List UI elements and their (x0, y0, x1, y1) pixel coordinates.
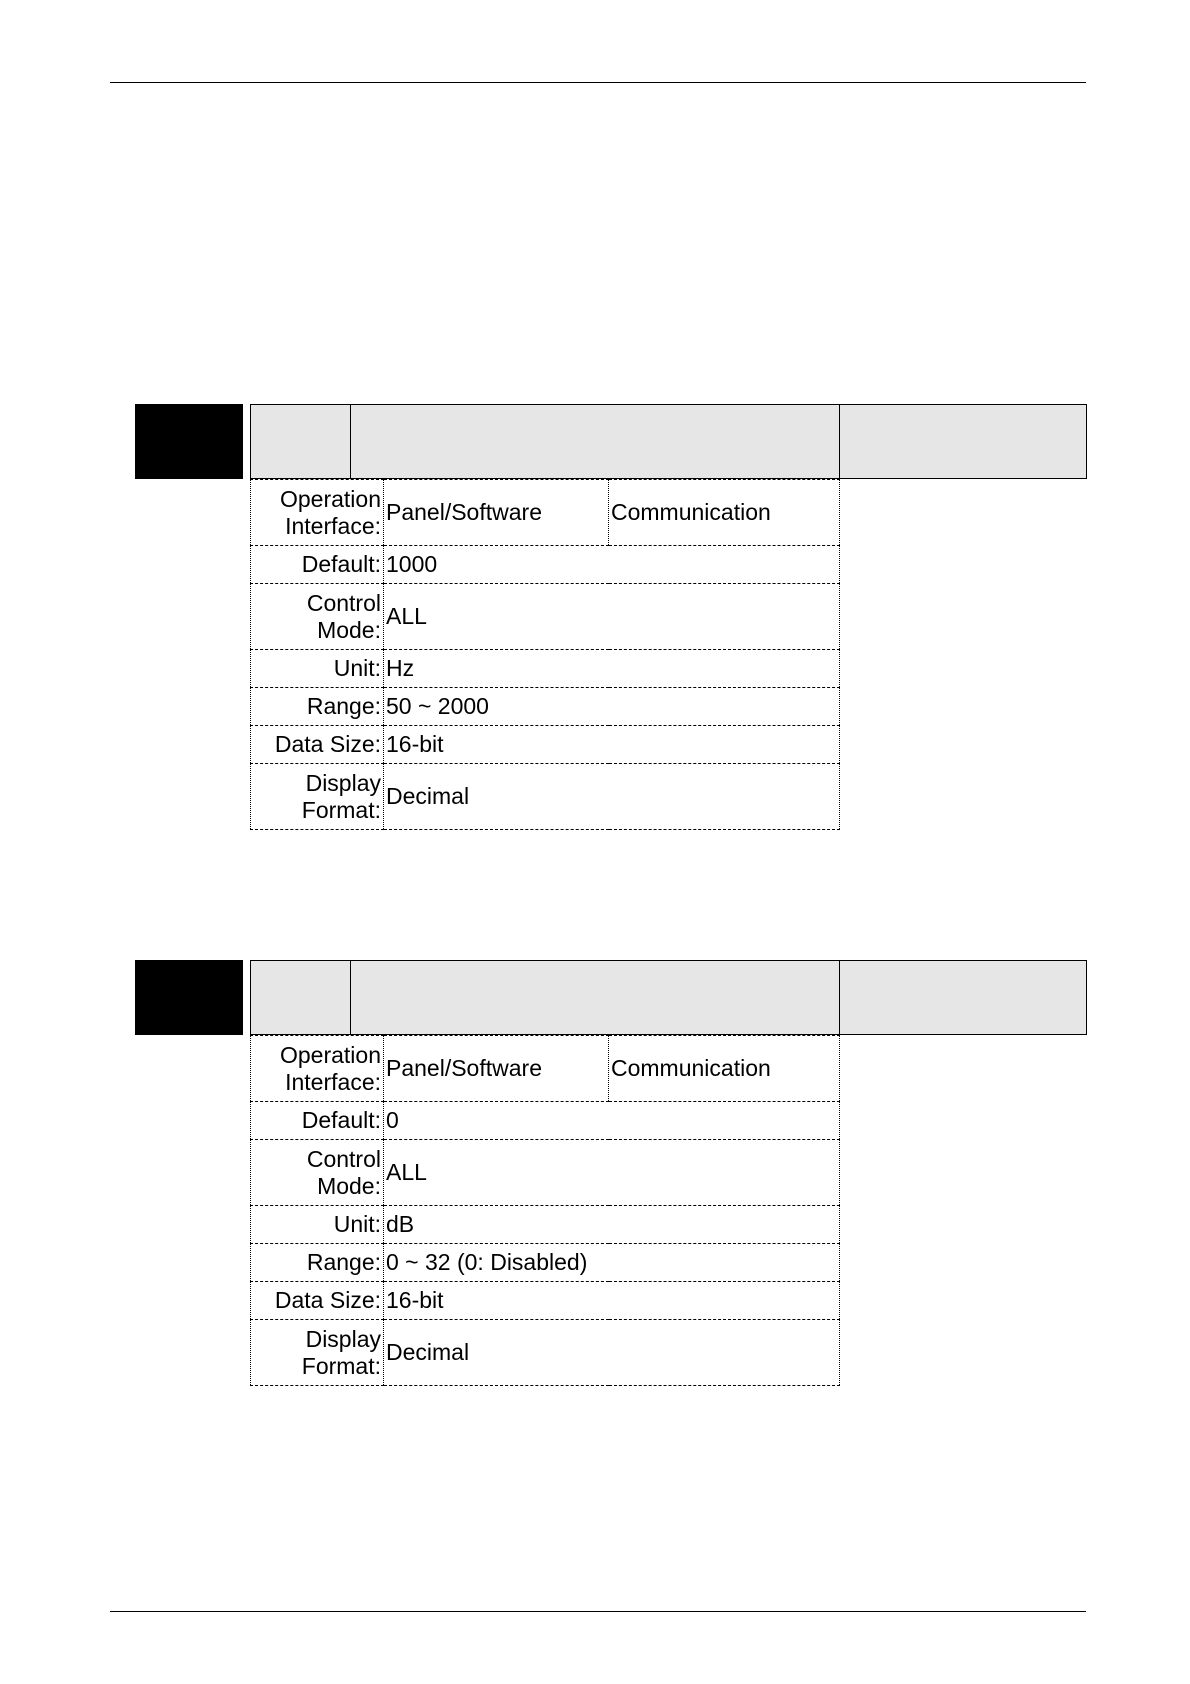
value-communication: Communication (609, 480, 840, 546)
label-range: Range: (251, 688, 384, 726)
row-range (251, 688, 840, 726)
row-data-size (251, 1282, 840, 1320)
row-default (251, 546, 840, 584)
header-rule (110, 82, 1086, 83)
parameter-code-tab (135, 960, 243, 1035)
label-operation-interface: Operation Interface: (251, 1036, 384, 1102)
label-control-mode: Control Mode: (251, 1140, 384, 1206)
label-unit: Unit: (251, 1206, 384, 1244)
label-display-format: Display Format: (251, 764, 384, 830)
value-data-size: 16-bit (384, 726, 840, 764)
row-operation-interface (251, 1036, 840, 1102)
parameter-code-tab (135, 404, 243, 479)
label-default: Default: (251, 1102, 384, 1140)
value-panel-software: Panel/Software (384, 1036, 609, 1102)
label-default: Default: (251, 546, 384, 584)
value-panel-software: Panel/Software (384, 480, 609, 546)
value-default: 0 (384, 1102, 840, 1140)
value-range: 0 ~ 32 (0: Disabled) (384, 1244, 840, 1282)
row-operation-interface (251, 480, 840, 546)
label-operation-interface: Operation Interface: (251, 480, 384, 546)
label-display-format: Display Format: (251, 1320, 384, 1386)
value-display-format: Decimal (384, 764, 840, 830)
value-control-mode: ALL (384, 1140, 840, 1206)
value-unit: dB (384, 1206, 840, 1244)
label-data-size: Data Size: (251, 726, 384, 764)
value-control-mode: ALL (384, 584, 840, 650)
parameter-header (250, 404, 1087, 479)
row-data-size (251, 726, 840, 764)
row-control-mode (251, 584, 840, 650)
row-display-format (251, 764, 840, 830)
value-data-size: 16-bit (384, 1282, 840, 1320)
value-range: 50 ~ 2000 (384, 688, 840, 726)
parameter-attributes-table (250, 479, 840, 830)
label-unit: Unit: (251, 650, 384, 688)
parameter-header (250, 960, 1087, 1035)
parameter-attributes-table (250, 1035, 840, 1386)
value-communication: Communication (609, 1036, 840, 1102)
value-display-format: Decimal (384, 1320, 840, 1386)
row-control-mode (251, 1140, 840, 1206)
footer-rule (110, 1611, 1086, 1612)
value-default: 1000 (384, 546, 840, 584)
value-unit: Hz (384, 650, 840, 688)
row-display-format (251, 1320, 840, 1386)
row-range (251, 1244, 840, 1282)
row-default (251, 1102, 840, 1140)
label-range: Range: (251, 1244, 384, 1282)
row-unit (251, 650, 840, 688)
row-unit (251, 1206, 840, 1244)
label-control-mode: Control Mode: (251, 584, 384, 650)
label-data-size: Data Size: (251, 1282, 384, 1320)
